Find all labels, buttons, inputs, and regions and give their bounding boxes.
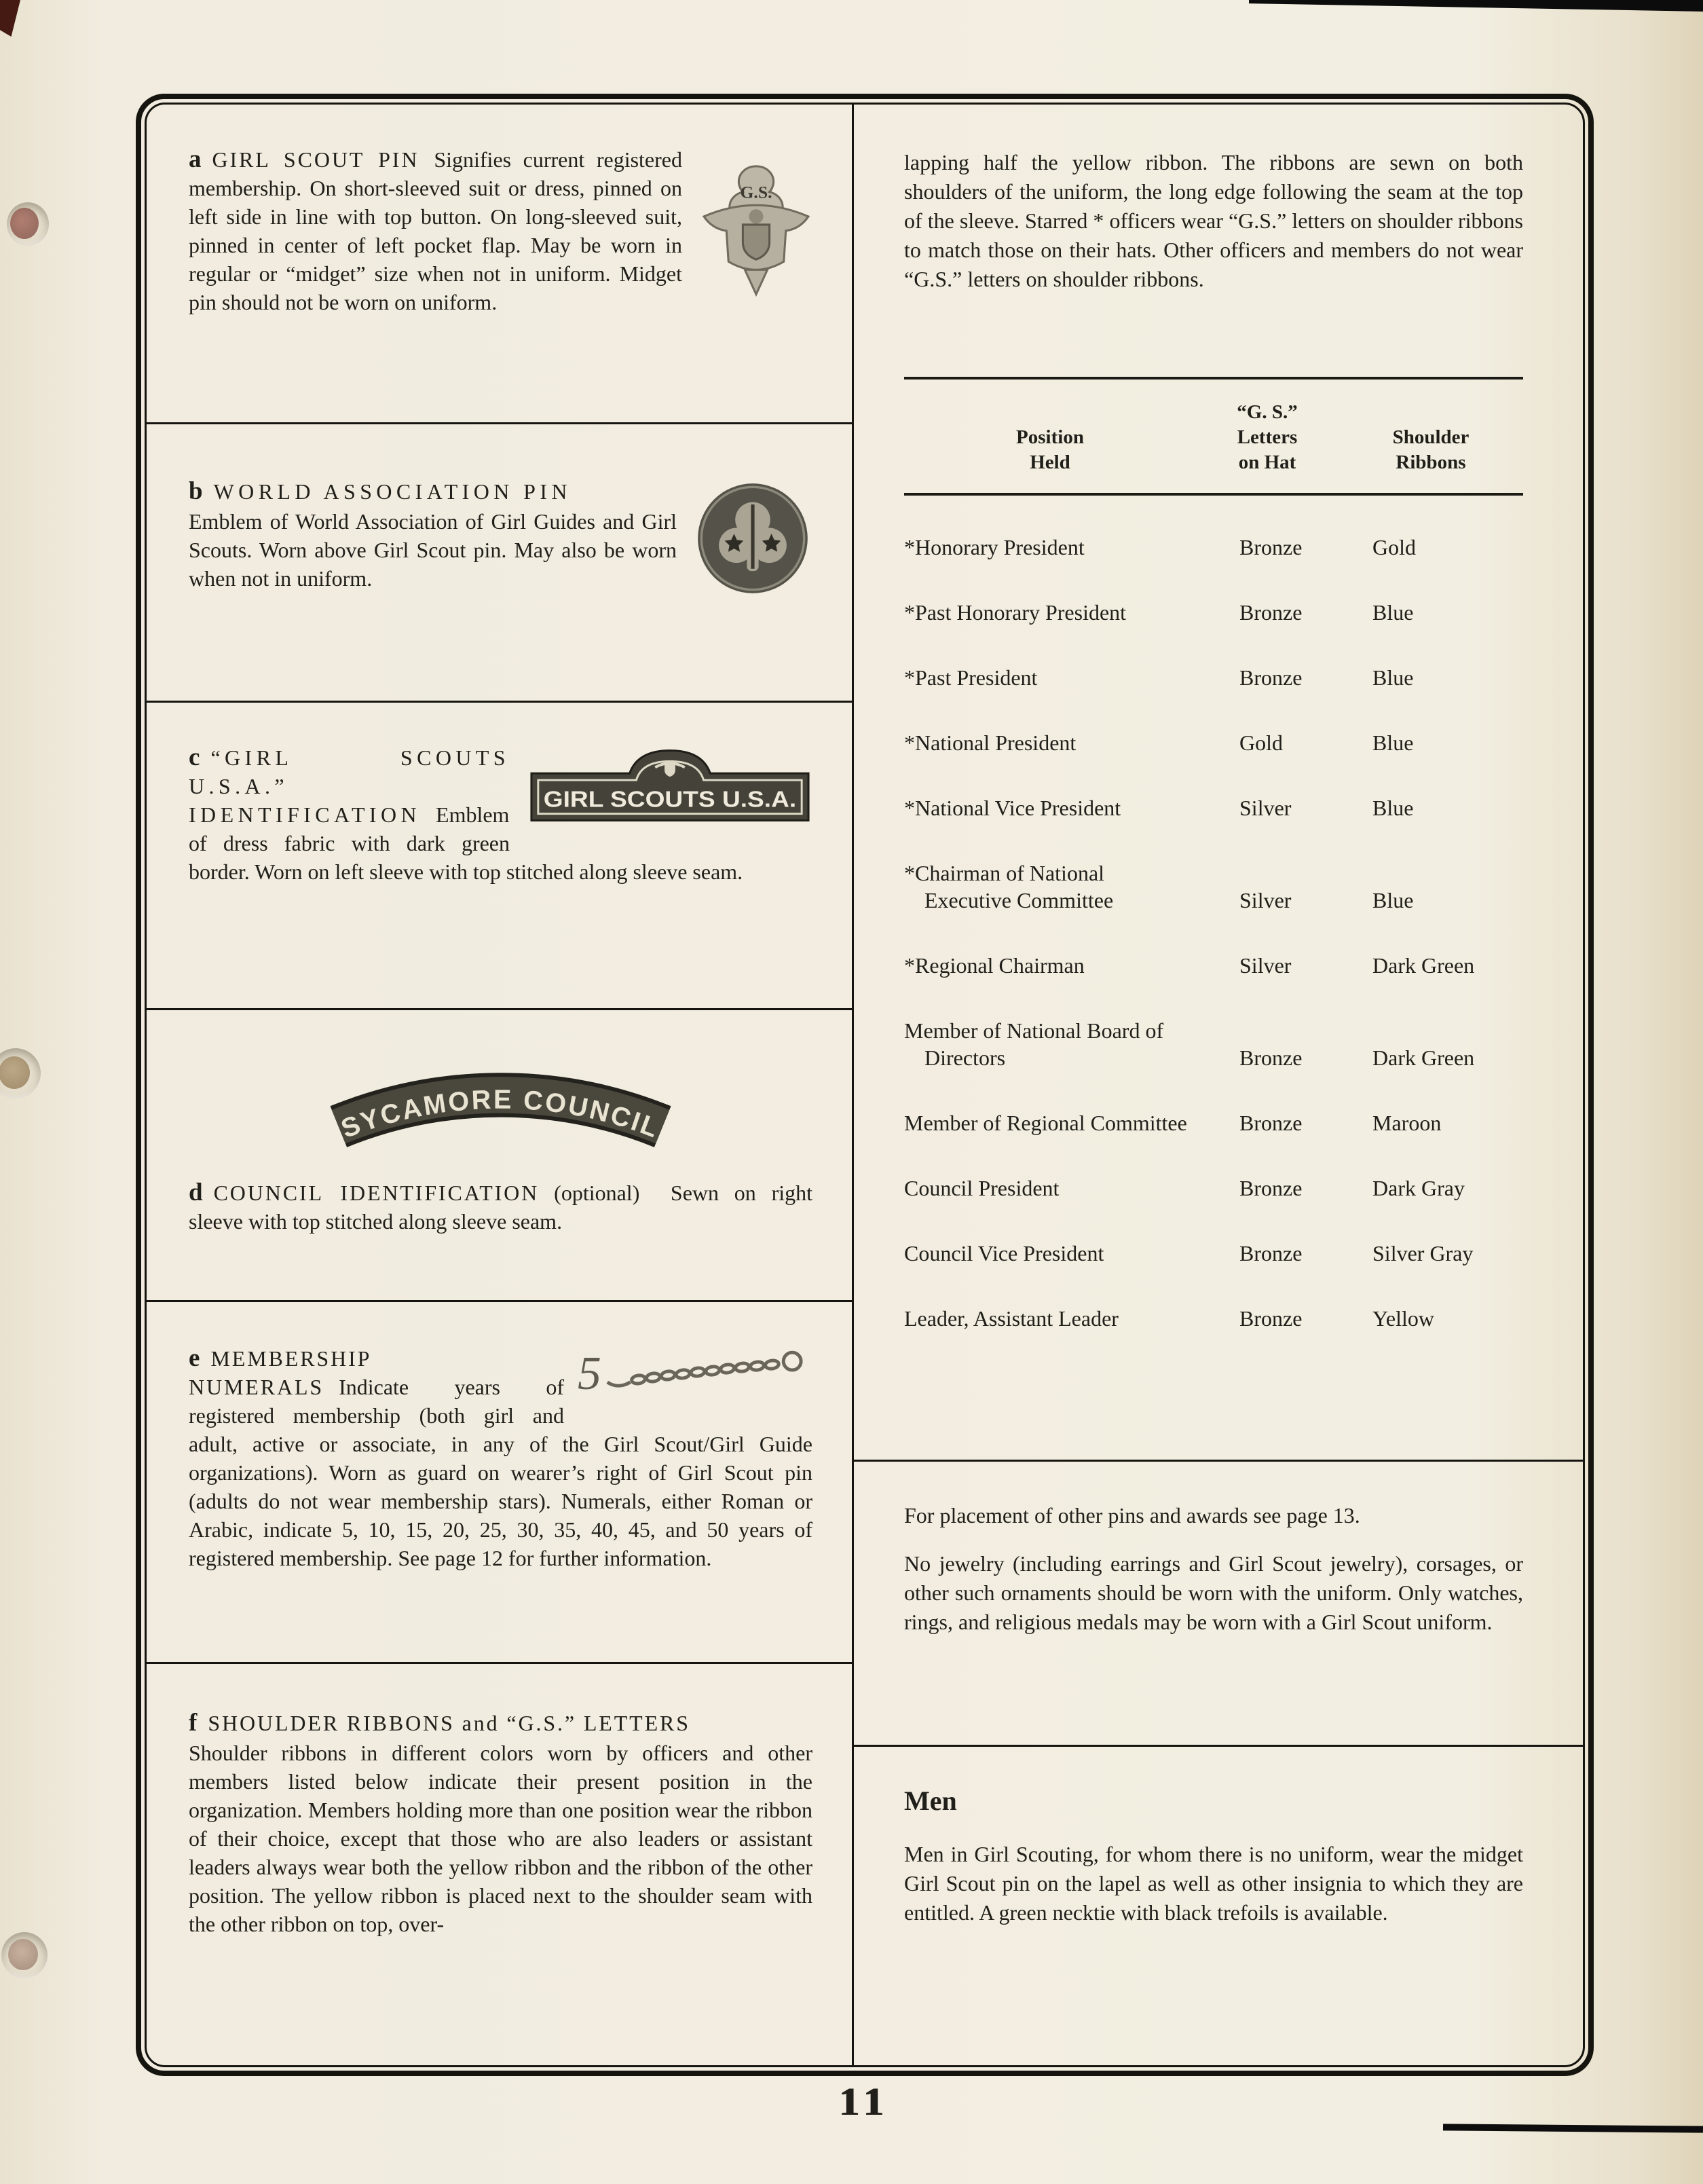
table-header-row [904,377,1523,496]
section-heading: “GIRL SCOUTS U.S.A.” IDENTIFICATION [189,745,510,827]
shoulder-ribbon-cell: Blue [1372,730,1414,755]
table-row [904,859,1523,914]
ribbons-continuation-text: lapping half the yellow ribbon. The ribbons are sewn on both shoulders of the uniform, the long edge following the seam at the top of the sleeve. Starred * officers wear “G.S.” letters on shoulder ribbons to match those on their hats. Other officers and members do not wear “G.S.” letters on shoulder ribbons. [904,150,1523,291]
council-patch-icon [322,1047,679,1149]
binder-hole-bottom [1,1932,48,1978]
letters-on-hat-cell: Bronze [1239,600,1303,625]
letters-on-hat-cell: Gold [1239,730,1283,755]
section-girl-scout-pin [147,105,852,424]
table-row [904,1174,1523,1202]
section-membership-numerals [147,1302,852,1664]
table-row [904,1109,1523,1136]
girl-scouts-usa-patch-icon [527,745,812,825]
position-cell: Member of National Board of Directors [904,1018,1164,1070]
letters-on-hat-cell: Silver [1239,796,1292,820]
table-row [904,729,1523,756]
page-number: 11 [839,2079,891,2124]
letters-on-hat-cell: Bronze [1239,1045,1303,1070]
men-section [854,1745,1583,2065]
section-b-text: Emblem of World Association of Girl Guides and Girl Scouts. Worn above Girl Scout pin. May also be worn when not in uniform. [189,509,677,591]
shoulder-ribbon-cell: Blue [1372,796,1414,820]
shoulder-ribbon-cell: Maroon [1372,1111,1442,1135]
patch-text: GIRL SCOUTS U.S.A. [543,787,797,813]
scan-artifact-top-left [0,0,20,37]
position-cell: *Honorary President [904,535,1085,559]
position-cell: *Past President [904,665,1038,690]
section-d-text [189,1179,812,1236]
table-row [904,599,1523,626]
letters-on-hat-cell: Silver [1239,888,1292,912]
pin-letters: G.S. [740,182,772,202]
scan-artifact-top-right [1249,0,1703,12]
placement-note: For placement of other pins and awards see page 13. [904,1503,1360,1528]
section-letter: a [189,145,202,173]
section-letter: e [189,1344,200,1372]
shoulder-ribbon-cell: Dark Green [1372,1045,1475,1070]
letters-on-hat-cell: Bronze [1239,1306,1303,1331]
section-world-association-pin [147,424,852,703]
section-qualifier: (optional) [554,1181,640,1205]
men-heading: Men [904,1785,957,1816]
page-content [145,103,1585,2067]
section-heading: SHOULDER RIBBONS and “G.S.” LETTERS [208,1711,690,1735]
section-body: Sewn on right sleeve with top stitched along sleeve seam. [189,1181,813,1234]
section-body: Signifies current registered membership. On short-sleeved suit or dress, pinned on left side in line with top button. On long-sleeved suit, pinned in center of left pocket flap. May be worn in regular or “midget” size when not in uniform. Midget pin should not be worn on uniform. [189,147,682,314]
men-body: Men in Girl Scouting, for whom there is no uniform, wear the midget Girl Scout pin on the lapel as well as other insignia to which they are entitled. A green necktie with black trefoils is available. [904,1842,1523,1925]
section-shoulder-ribbons [147,1664,852,2065]
section-heading: WORLD ASSOCIATION PIN [213,479,572,504]
binder-hole-middle [0,1048,41,1098]
table-row [904,664,1523,691]
position-cell: Leader, Assistant Leader [904,1306,1119,1331]
letters-on-hat-cell: Bronze [1239,665,1303,690]
letters-on-hat-cell: Bronze [1239,1176,1303,1200]
letters-on-hat-cell: Silver [1239,953,1292,978]
shoulder-ribbon-cell: Dark Gray [1372,1176,1465,1200]
membership-numeral-chain-icon [576,1347,812,1401]
position-cell: Council Vice President [904,1241,1104,1265]
notes-block [854,1460,1583,1745]
numeral-5: 5 [577,1347,601,1400]
shoulder-ribbon-cell: Dark Green [1372,953,1475,978]
table-row [904,1017,1523,1071]
position-cell: *Past Honorary President [904,600,1127,625]
scan-artifact-bottom-right [1443,2124,1703,2132]
world-association-pin-icon [694,480,811,597]
section-heading: GIRL SCOUT PIN [212,147,419,172]
section-letter: d [189,1179,203,1206]
position-cell: *National Vice President [904,796,1121,820]
shoulder-ribbon-cell: Blue [1372,888,1414,912]
header-shoulder-ribbons: Shoulder Ribbons [1392,426,1470,473]
shoulder-ribbon-cell: Gold [1372,535,1416,559]
right-column-top [854,105,1583,1460]
section-letter: f [189,1709,198,1737]
position-cell: *National President [904,730,1077,755]
position-cell: Member of Regional Committee [904,1111,1187,1135]
section-gsusa-identification [147,703,852,1010]
girl-scout-pin-icon [700,163,812,299]
position-cell: Council President [904,1176,1060,1200]
position-cell: *Chairman of National Executive Committee [904,861,1114,912]
table-row [904,794,1523,821]
section-body: Emblem of dress fabric with dark green border. Worn on left sleeve with top stitched along sleeve seam. [189,802,743,884]
header-position-held: Position Held [1016,426,1084,473]
shoulder-ribbon-cell: Blue [1372,665,1414,690]
position-cell: *Regional Chairman [904,953,1085,978]
section-council-identification [147,1010,852,1302]
section-body: Indicate years of registered membership (both girl and adult, active or associate, in any of the Girl Scout/Girl Guide organizations). Worn as guard on wearer’s right of Girl Scout pin (adults do not wear membership stars). Numerals, either Roman or Arabic, indicate 5, 10, 15, 20, 25, 30, 35, 40, 45, and 50 years of registered membership. See page 12 for further information. [189,1375,812,1570]
right-column [854,105,1583,2065]
table-row [904,952,1523,979]
header-gs-letters-on-hat: “G. S.” Letters on Hat [1237,401,1298,473]
shoulder-ribbon-cell: Blue [1372,600,1414,625]
binder-hole-top [7,202,49,246]
table-row [904,534,1523,561]
letters-on-hat-cell: Bronze [1239,1241,1303,1265]
section-f-text: Shoulder ribbons in different colors worn by officers and other members listed below indicate their present position in the organization. Members holding more than one position wear the ribbon of their choice, except that those who are also leaders or assistant leaders always wear both the yellow ribbon and the ribbon of the other position. The yellow ribbon is placed next to the shoulder seam with the other ribbon on top, over- [189,1741,812,1936]
jewelry-note: No jewelry (including earrings and Girl Scout jewelry), corsages, or other such ornaments should be worn with the uniform. Only watches, rings, and religious medals may be worn with a Girl Scout uniform. [904,1551,1523,1634]
section-letter: b [189,477,203,505]
letters-on-hat-cell: Bronze [1239,1111,1303,1135]
table-row [904,1240,1523,1267]
shoulder-ribbon-cell: Silver Gray [1372,1241,1474,1265]
patch-text: SYCAMORE COUNCIL [337,1084,665,1145]
table-row [904,1305,1523,1332]
shoulder-ribbon-cell: Yellow [1372,1306,1434,1331]
letters-on-hat-cell: Bronze [1239,535,1303,559]
section-letter: c [189,743,200,771]
section-heading: COUNCIL IDENTIFICATION [213,1181,540,1205]
left-column [147,105,854,2065]
page-border-frame [136,94,1594,2076]
positions-table [904,377,1523,1332]
section-f-heading-line [189,1709,812,1737]
section-heading: MEMBERSHIP NUMERALS [189,1346,372,1399]
